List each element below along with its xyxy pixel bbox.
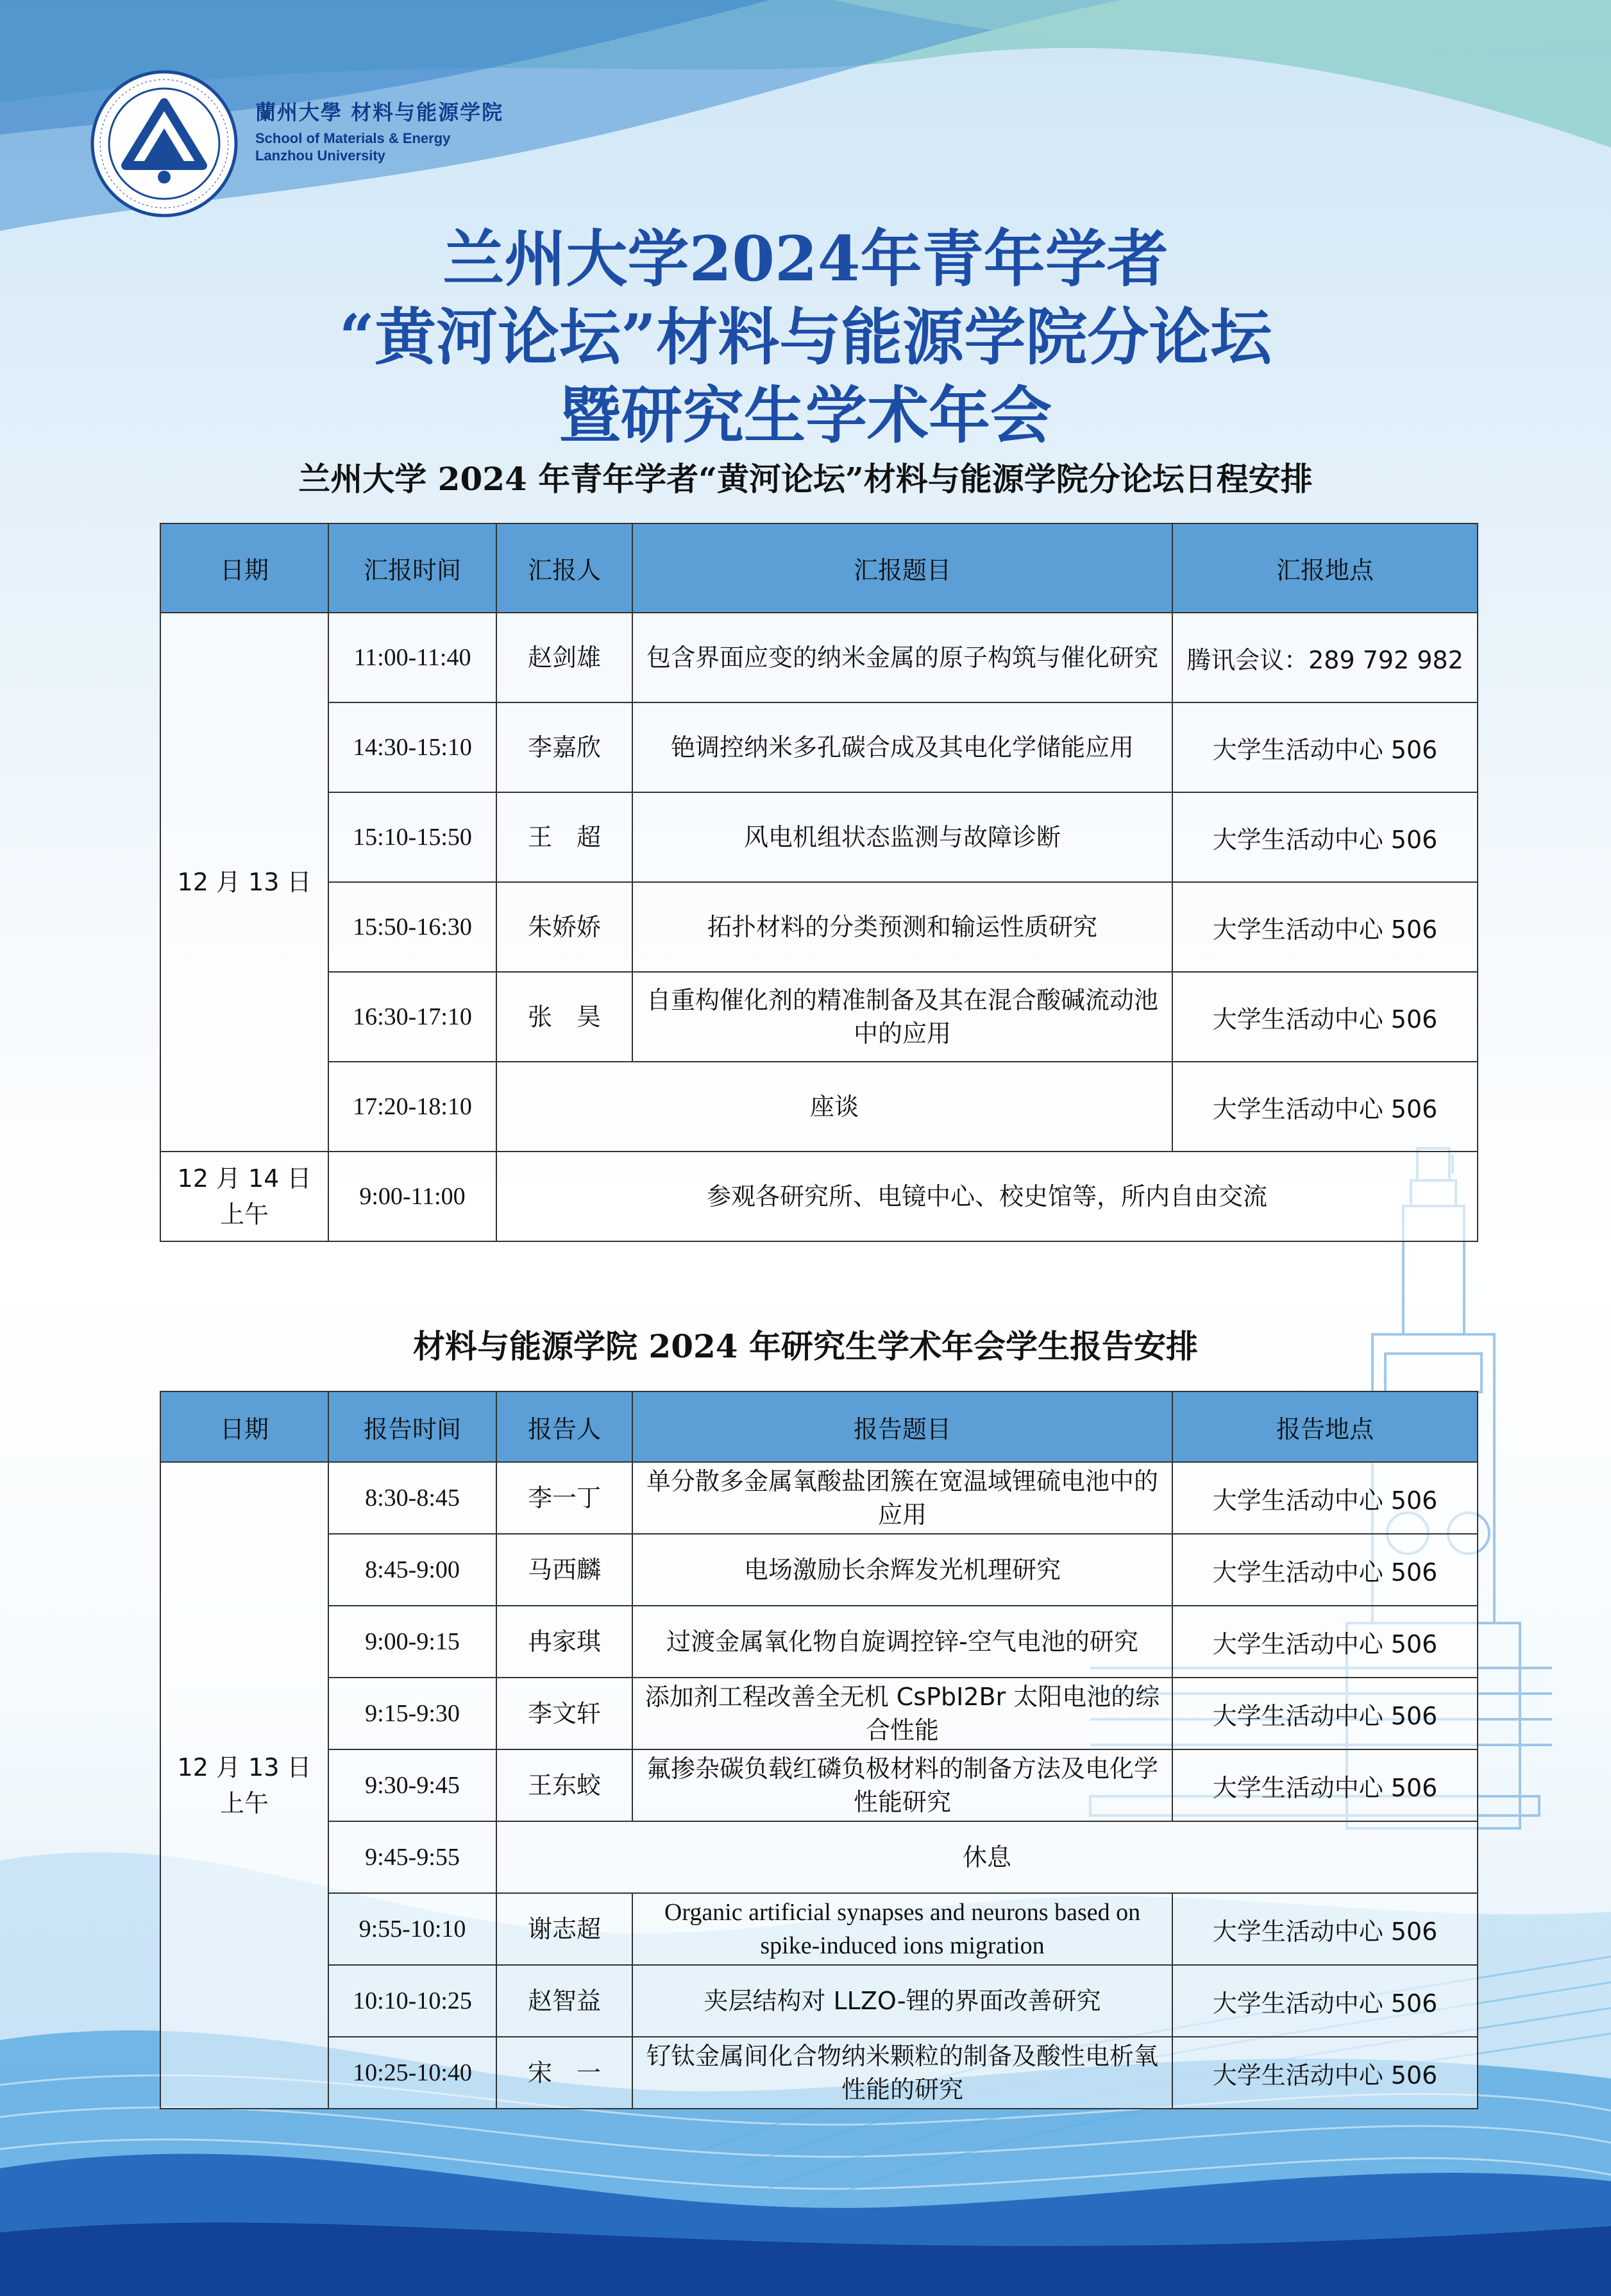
- time-cell: 9:45-9:55: [328, 1821, 496, 1893]
- time-cell: 15:10-15:50: [328, 792, 496, 882]
- location-cell: 大学生活动中心 506: [1172, 1462, 1478, 1534]
- location-cell: 大学生活动中心 506: [1172, 1534, 1478, 1606]
- date-line: 上午: [219, 1789, 269, 1817]
- table-row: [160, 2037, 1478, 2109]
- column-header-speaker: 汇报人: [496, 523, 632, 613]
- speaker-cell: 宋 一: [496, 2037, 632, 2109]
- forum-schedule-table: [160, 523, 1478, 1242]
- break-cell: 休息: [496, 1821, 1478, 1893]
- poster-title-line-1: 兰州大学2024年青年学者: [443, 223, 1168, 295]
- date-cell: [160, 1462, 328, 2109]
- column-header-speaker: 报告人: [496, 1391, 632, 1462]
- location-cell: 大学生活动中心 506: [1172, 1893, 1478, 1965]
- table-row: [160, 1152, 1478, 1241]
- table-row: [160, 1893, 1478, 1965]
- university-seal-logo: [90, 69, 239, 218]
- location-cell: 大学生活动中心 506: [1172, 2037, 1478, 2109]
- table-row: [160, 613, 1478, 702]
- topic-cell: 电场激励长余辉发光机理研究: [632, 1534, 1172, 1606]
- location-cell: 大学生活动中心 506: [1172, 1062, 1478, 1152]
- time-cell: 15:50-16:30: [328, 882, 496, 972]
- time-cell: 9:55-10:10: [328, 1893, 496, 1965]
- speaker-cell: 张 昊: [496, 972, 632, 1062]
- speaker-cell: 赵剑雄: [496, 613, 632, 702]
- topic-cell: 包含界面应变的纳米金属的原子构筑与催化研究: [632, 613, 1172, 702]
- date-line: 上午: [219, 1200, 269, 1229]
- location-cell: 大学生活动中心 506: [1172, 1965, 1478, 2037]
- column-header-date: 日期: [160, 1391, 328, 1462]
- table-row: [160, 1821, 1478, 1893]
- time-cell: 9:00-9:15: [328, 1606, 496, 1678]
- table-row: [160, 882, 1478, 972]
- column-header-location: 汇报地点: [1172, 523, 1478, 613]
- topic-cell: 添加剂工程改善全无机 CsPbI2Br 太阳电池的综合性能: [632, 1678, 1172, 1749]
- location-cell: 大学生活动中心 506: [1172, 1678, 1478, 1749]
- topic-cell: 氟掺杂碳负载红磷负极材料的制备方法及电化学性能研究: [632, 1749, 1172, 1821]
- location-cell: 大学生活动中心 506: [1172, 792, 1478, 882]
- table-row: [160, 1462, 1478, 1534]
- topic-cell: 过渡金属氧化物自旋调控锌-空气电池的研究: [632, 1606, 1172, 1678]
- topic-cell: 夹层结构对 LLZO-锂的界面改善研究: [632, 1965, 1172, 2037]
- poster-title-line-2: “黄河论坛”材料与能源学院分论坛: [339, 301, 1272, 373]
- time-cell: 9:15-9:30: [328, 1678, 496, 1749]
- time-cell: 10:10-10:25: [328, 1965, 496, 2037]
- topic-cell: 风电机组状态监测与故障诊断: [632, 792, 1172, 882]
- date-cell: 12 月 13 日: [160, 613, 328, 1152]
- university-name-en: Lanzhou University: [255, 148, 385, 164]
- time-cell: 9:30-9:45: [328, 1749, 496, 1821]
- time-cell: 8:30-8:45: [328, 1462, 496, 1534]
- location-cell: 大学生活动中心 506: [1172, 972, 1478, 1062]
- topic-cell: 铯调控纳米多孔碳合成及其电化学储能应用: [632, 702, 1172, 792]
- column-header-time: 报告时间: [328, 1391, 496, 1462]
- topic-cell: 钌钛金属间化合物纳米颗粒的制备及酸性电析氧性能的研究: [632, 2037, 1172, 2109]
- school-logo-text: [255, 96, 503, 164]
- time-cell: 16:30-17:10: [328, 972, 496, 1062]
- table-header-row: [160, 523, 1478, 613]
- topic-cell: 座谈: [496, 1062, 1172, 1152]
- date-line: 12 月 14 日: [177, 1164, 312, 1193]
- location-cell: 大学生活动中心 506: [1172, 702, 1478, 792]
- time-cell: 17:20-18:10: [328, 1062, 496, 1152]
- school-name-cn: 材料与能源学院: [351, 100, 504, 124]
- topic-cell: 单分散多金属氧酸盐团簇在宽温域锂硫电池中的应用: [632, 1462, 1172, 1534]
- location-cell: 大学生活动中心 506: [1172, 882, 1478, 972]
- speaker-cell: 李嘉欣: [496, 702, 632, 792]
- table-row: [160, 1534, 1478, 1606]
- topic-cell: 拓扑材料的分类预测和输运性质研究: [632, 882, 1172, 972]
- activity-cell: 参观各研究所、电镜中心、校史馆等，所内自由交流: [496, 1152, 1478, 1241]
- speaker-cell: 李文轩: [496, 1678, 632, 1749]
- column-header-location: 报告地点: [1172, 1391, 1478, 1462]
- time-cell: 11:00-11:40: [328, 613, 496, 702]
- time-cell: 10:25-10:40: [328, 2037, 496, 2109]
- table-row: [160, 972, 1478, 1062]
- speaker-cell: 朱娇娇: [496, 882, 632, 972]
- speaker-cell: 王 超: [496, 792, 632, 882]
- table-row: [160, 1749, 1478, 1821]
- location-cell: 大学生活动中心 506: [1172, 1749, 1478, 1821]
- speaker-cell: 赵智益: [496, 1965, 632, 2037]
- school-name-en: School of Materials & Energy: [255, 130, 451, 146]
- location-cell: 腾讯会议：289 792 982: [1172, 613, 1478, 702]
- table-row: [160, 1606, 1478, 1678]
- column-header-topic: 报告题目: [632, 1391, 1172, 1462]
- topic-cell: Organic artificial synapses and neurons based on spike-induced ions migration: [632, 1893, 1172, 1965]
- speaker-cell: 马西麟: [496, 1534, 632, 1606]
- column-header-topic: 汇报题目: [632, 523, 1172, 613]
- column-header-time: 汇报时间: [328, 523, 496, 613]
- location-cell: 大学生活动中心 506: [1172, 1606, 1478, 1678]
- time-cell: 8:45-9:00: [328, 1534, 496, 1606]
- table-row: [160, 1678, 1478, 1749]
- date-line: 12 月 13 日: [177, 1753, 312, 1782]
- poster-title-line-3: 暨研究生学术年会: [559, 379, 1052, 452]
- student-schedule-heading: 材料与能源学院 2024 年研究生学术年会学生报告安排: [413, 1327, 1198, 1365]
- table-row: [160, 792, 1478, 882]
- student-schedule-table: [160, 1391, 1478, 2109]
- table-row: [160, 1965, 1478, 2037]
- speaker-cell: 冉家琪: [496, 1606, 632, 1678]
- table-header-row: [160, 1391, 1478, 1462]
- column-header-date: 日期: [160, 523, 328, 613]
- university-name-calligraphy: 蘭州大學: [255, 100, 343, 124]
- time-cell: 14:30-15:10: [328, 702, 496, 792]
- speaker-cell: 王东蛟: [496, 1749, 632, 1821]
- forum-schedule-heading: 兰州大学 2024 年青年学者“黄河论坛”材料与能源学院分论坛日程安排: [298, 460, 1313, 498]
- time-cell: 9:00-11:00: [328, 1152, 496, 1241]
- table-row: [160, 702, 1478, 792]
- speaker-cell: 谢志超: [496, 1893, 632, 1965]
- table-row: [160, 1062, 1478, 1152]
- topic-cell: 自重构催化剂的精准制备及其在混合酸碱流动池中的应用: [632, 972, 1172, 1062]
- date-cell: [160, 1152, 328, 1241]
- speaker-cell: 李一丁: [496, 1462, 632, 1534]
